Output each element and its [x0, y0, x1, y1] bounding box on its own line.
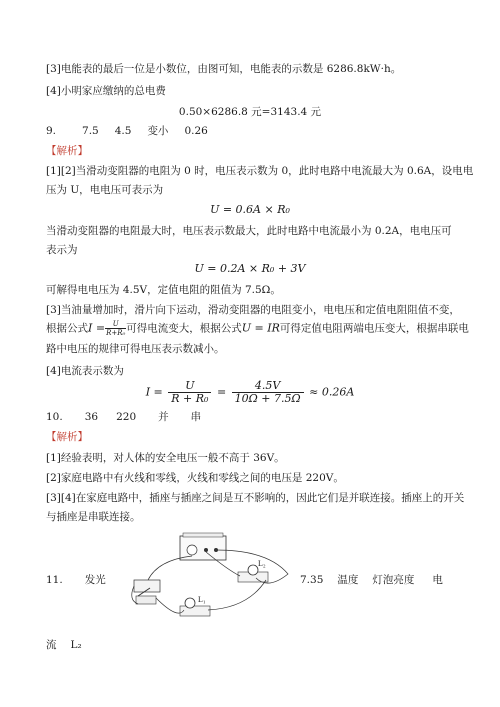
label-l1: L₁: [198, 595, 206, 604]
line-q9-1: [1][2]当滑动变阻器的电阻为 0 时，电压表示数为 0，此时电路中电流最大为 0.6A，设电电: [46, 165, 474, 177]
q11-number: 11.: [46, 574, 63, 586]
formula-i: I =: [88, 321, 106, 335]
answer-q11-continued: [46, 638, 82, 652]
fraction-denominator: R+R₀: [106, 329, 126, 337]
fraction-numerator: U: [105, 320, 126, 329]
line-total-fee: [4]小明家应缴纳的总电费: [46, 85, 166, 97]
line-meter-reading: [3]电能表的最后一位是小数位，由图可知，电能表的示数是 6286.8kW·h。: [46, 63, 402, 75]
fraction-numerator: U: [168, 380, 211, 393]
answer-q11-end: [300, 573, 443, 587]
fraction-small: [105, 320, 126, 337]
line-q9-2: 压为 U，电电压可表示为: [46, 184, 164, 196]
q11-answer-6: L₂: [70, 639, 82, 651]
line-q9-4: 表示为: [46, 244, 78, 256]
eq3-equals: =: [216, 385, 227, 399]
q10-answer-2: 220: [116, 411, 137, 423]
q11-answer-4: 灯泡亮度: [372, 574, 415, 586]
ammeter-top: [183, 533, 223, 537]
analysis-heading-q10: 【解析】: [46, 431, 88, 443]
bulb-base-l1: [180, 606, 210, 616]
q11-answer-5: 电: [432, 574, 443, 586]
meter-dial-icon: [187, 545, 197, 555]
analysis-heading-q9: 【解析】: [46, 145, 88, 157]
line-q10-1: [1]经验表明，对人体的安全电压一般不高于 36V。: [46, 452, 285, 464]
q9-answer-1: 7.5: [82, 125, 99, 137]
answer-q9: [46, 124, 208, 138]
q11-answer-2: 7.35: [300, 574, 324, 586]
wire: [208, 580, 266, 610]
eq3-fraction-2: [232, 380, 304, 405]
text-segment: 可得定值电阻两端电压变大，根据串联电: [279, 322, 469, 335]
q11-answer-3: 温度: [337, 574, 359, 586]
label-l2: L₂: [258, 559, 266, 568]
q9-number: 9.: [46, 125, 57, 137]
bulb-l1-icon: [185, 598, 195, 608]
q9-answer-4: 0.26: [184, 125, 208, 137]
bulb-l2-icon: [248, 565, 258, 575]
eq3-result: ≈ 0.26A: [309, 385, 355, 399]
line-q10-4: 与插座是串联连接。: [46, 511, 141, 523]
line-q9-5: 可解得电电压为 4.5V，定值电阻的阻值为 7.5Ω。: [46, 284, 281, 296]
q9-answer-3: 变小: [147, 125, 169, 137]
line-q10-2: [2]家庭电路中有火线和零线，火线和零线之间的电压是 220V。: [46, 472, 344, 484]
circuit-diagram: [128, 530, 298, 630]
line-q9-8: 路中电压的规律可得电压表示数减小。: [46, 343, 225, 355]
q10-number: 10.: [46, 411, 63, 423]
line-q10-3: [3][4]在家庭电路中，插座与插座之间是互不影响的，因此它们是并联连接。插座上的开关: [46, 492, 465, 504]
switch-icon: [136, 596, 156, 604]
q10-answer-3: 并: [158, 411, 169, 423]
line-fee-calc: 0.50×6286.8 元=3143.4 元: [178, 106, 322, 118]
terminal-icon: [204, 548, 208, 552]
q10-answer-1: 36: [84, 411, 99, 423]
fraction-numerator: 4.5V: [232, 380, 304, 393]
fraction-denominator: 10Ω + 7.5Ω: [234, 392, 301, 405]
answer-q11-start: [46, 573, 106, 587]
text-segment: 根据公式: [46, 322, 88, 335]
eq3-lhs: I =: [145, 385, 163, 399]
q11-answer-1: 发光: [84, 574, 106, 586]
line-q9-7: [46, 320, 469, 337]
q11-answer-5-cont: 流: [46, 639, 57, 651]
equation-3: [0, 380, 500, 405]
line-q9-9: [4]电流表示数为: [46, 365, 124, 377]
line-q9-3: 当滑动变阻器的电阻最大时，电压表示数最大，此时电路中电流最小为 0.2A，电电压可: [46, 225, 452, 237]
answer-q10: [46, 410, 201, 424]
q9-answer-2: 4.5: [114, 125, 132, 137]
equation-1: U = 0.6A × R₀: [210, 203, 290, 216]
formula-uir: U = IR: [241, 321, 280, 335]
equation-2: U = 0.2A × R₀ + 3V: [194, 262, 306, 275]
fraction-denominator: R + R₀: [171, 392, 209, 405]
text-segment: 可得电流变大，根据公式: [126, 322, 242, 335]
q10-answer-4: 串: [190, 411, 202, 423]
eq3-fraction-1: [168, 380, 211, 405]
line-q9-6: [3]当油量增加时，滑片向下运动，滑动变阻器的电阻变小，电电压和定值电阻阻值不变，: [46, 304, 460, 316]
